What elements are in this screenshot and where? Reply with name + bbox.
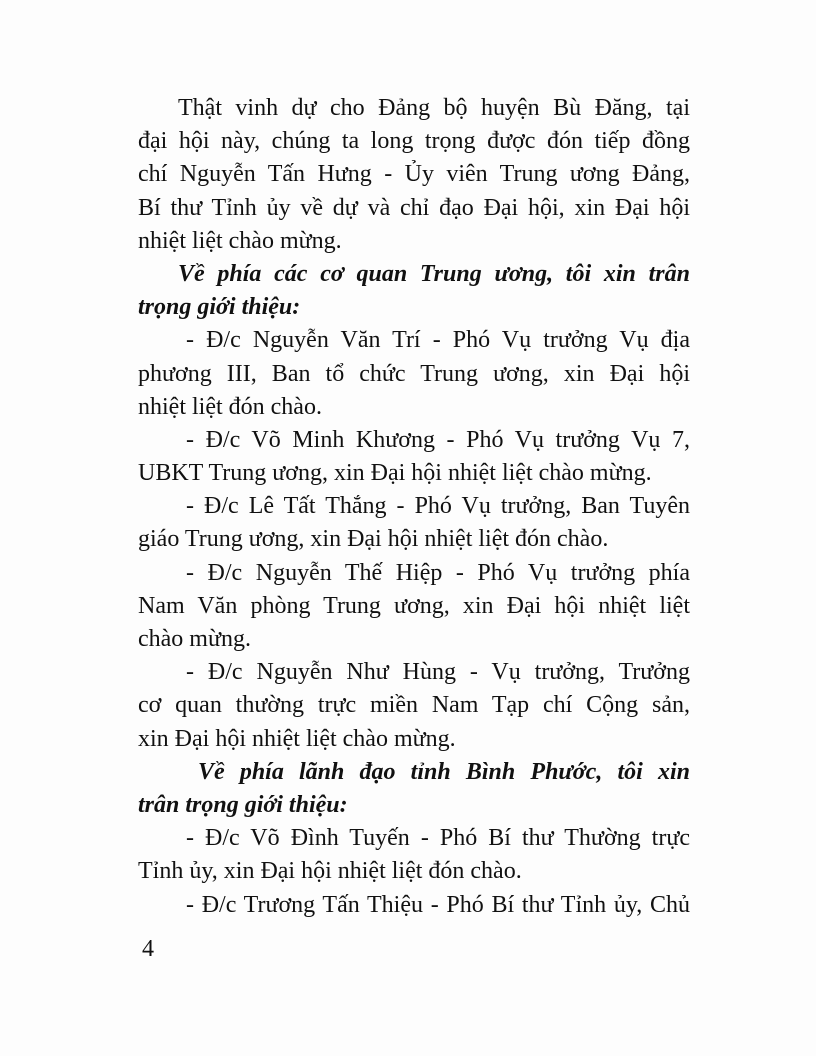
text-line: chào mừng. [138,626,251,652]
text-line: UBKT Trung ương, xin Đại hội nhiệt liệt chào mừng. [138,460,652,487]
text-line: xin Đại hội nhiệt liệt chào mừng. [138,725,456,752]
text-line: Nam Văn phòng Trung ương, xin Đại hội nhiệt liệt [138,592,690,619]
section-heading-line: Về phía lãnh đạo tỉnh Bình Phước, tôi xin [198,758,690,785]
text-line: Tỉnh ủy, xin Đại hội nhiệt liệt đón chào. [138,858,522,885]
text-line: Bí thư Tỉnh ủy về dự và chỉ đạo Đại hội, xin Đại hội [138,194,690,221]
text-line: chí Nguyễn Tấn Hưng - Ủy viên Trung ương Đảng, [138,161,690,188]
section-heading-line: Về phía các cơ quan Trung ương, tôi xin trân [178,260,690,287]
text-line: - Đ/c Lê Tất Thắng - Phó Vụ trưởng, Ban Tuyên [186,493,690,520]
text-line: - Đ/c Nguyễn Như Hùng - Vụ trưởng, Trưởng [186,659,690,686]
text-line: - Đ/c Nguyễn Văn Trí - Phó Vụ trưởng Vụ địa [186,327,690,354]
text-line: - Đ/c Trương Tấn Thiệu - Phó Bí thư Tỉnh ủy, Chủ [186,891,690,918]
section-heading-line: trọng giới thiệu: [138,294,301,321]
body-text [138,92,690,922]
text-line: cơ quan thường trực miền Nam Tạp chí Cộng sản, [138,692,690,719]
text-line: - Đ/c Nguyễn Thế Hiệp - Phó Vụ trưởng phía [186,559,690,586]
text-line: Thật vinh dự cho Đảng bộ huyện Bù Đăng, tại [178,95,690,121]
section-heading-line: trân trọng giới thiệu: [138,791,348,818]
text-line: đại hội này, chúng ta long trọng được đón tiếp đồng [138,128,690,155]
text-line: giáo Trung ương, xin Đại hội nhiệt liệt đón chào. [138,526,609,553]
text-line: nhiệt liệt chào mừng. [138,227,342,254]
text-line: nhiệt liệt đón chào. [138,393,322,420]
page-number: 4 [142,936,154,962]
text-line: - Đ/c Võ Minh Khương - Phó Vụ trưởng Vụ 7, [186,426,690,453]
text-line: - Đ/c Võ Đình Tuyến - Phó Bí thư Thường trực [186,825,690,852]
text-line: phương III, Ban tổ chức Trung ương, xin Đại hội [138,360,690,387]
